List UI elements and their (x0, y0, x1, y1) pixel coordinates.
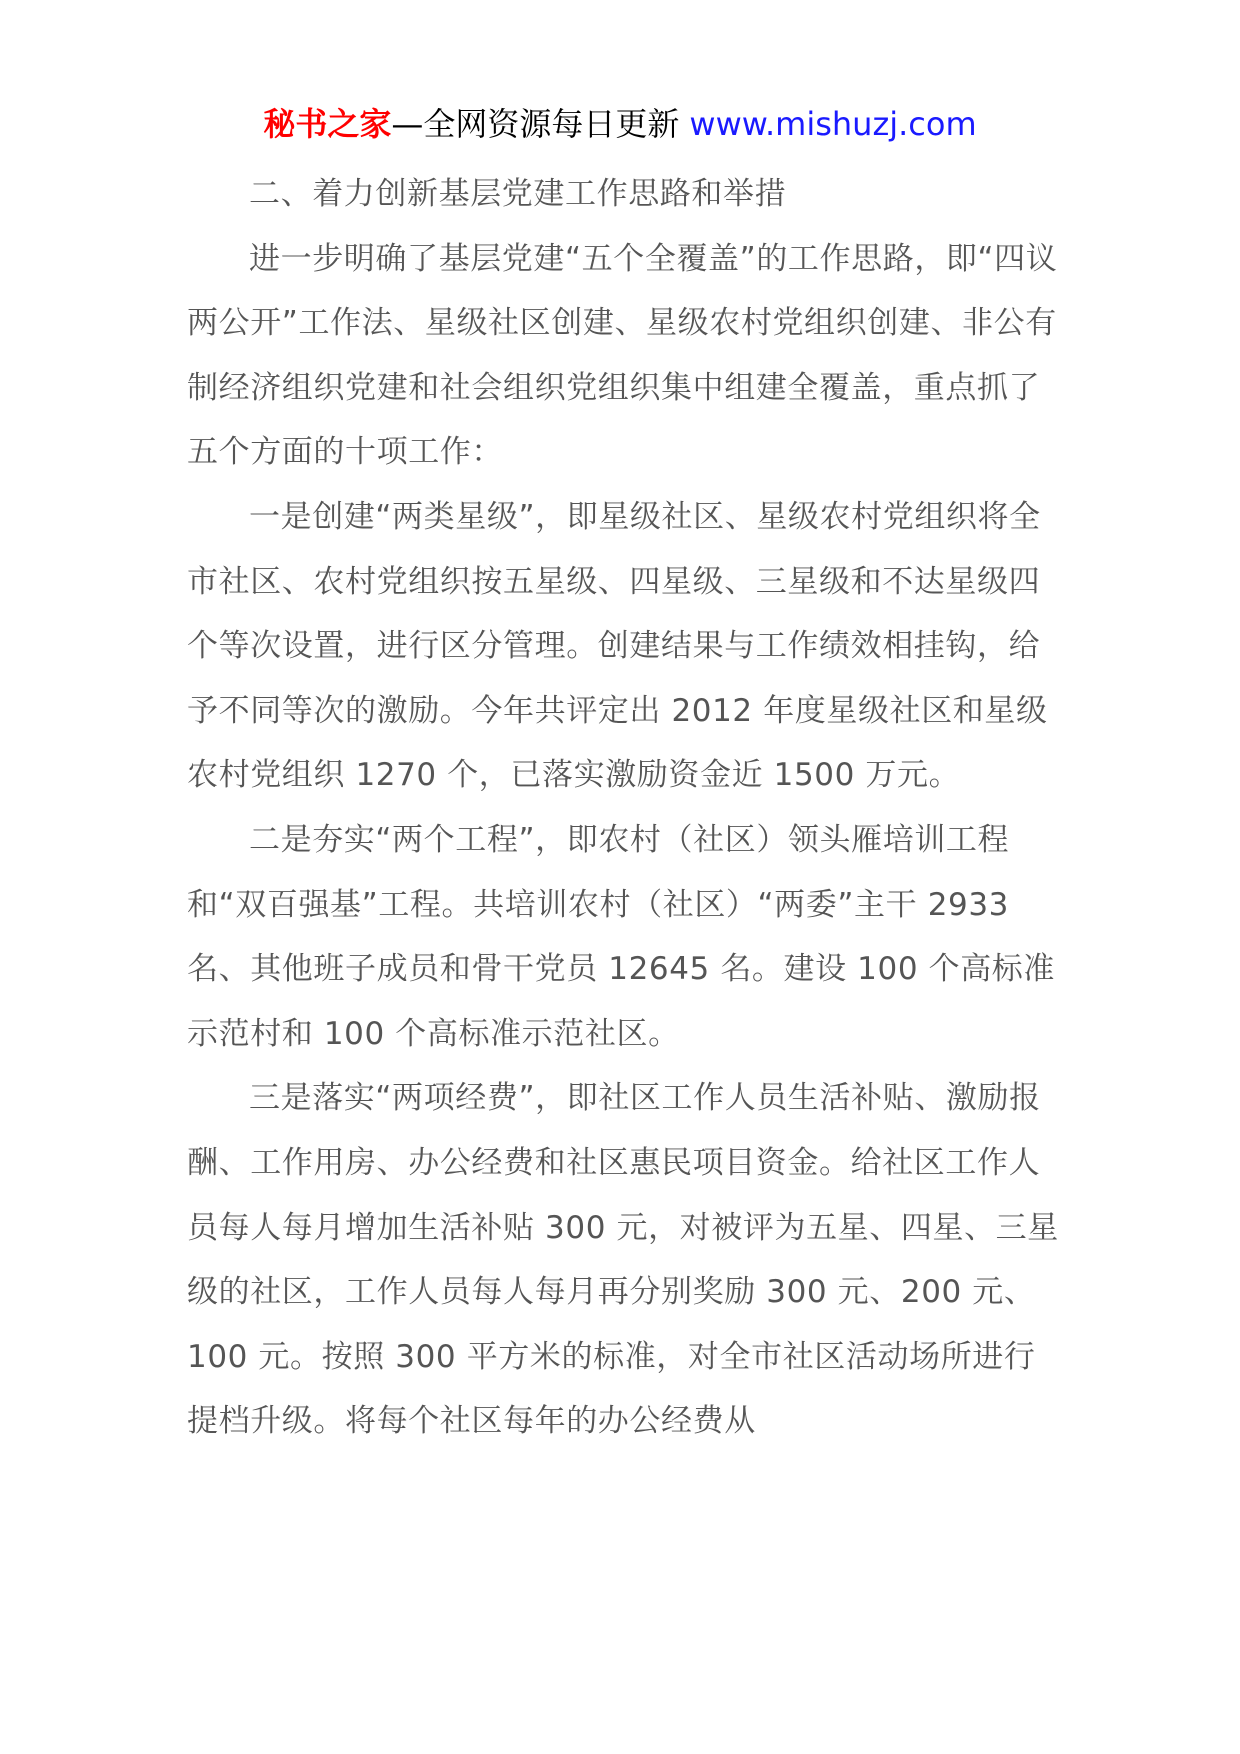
paragraph-two-projects: 二是夯实“两个工程”，即农村（社区）领头雁培训工程和“双百强基”工程。共培训农村（社区）“两委”主干 2933 名、其他班子成员和骨干党员 12645 名。建设 100 个高标准示范村和 100 个高标准示范社区。 (187, 821, 1055, 1052)
brand-name: 秘书之家 (263, 105, 392, 143)
document-body (187, 162, 1067, 1454)
paragraph-two-funds: 三是落实“两项经费”，即社区工作人员生活补贴、激励报酬、工作用房、办公经费和社区惠民项目资金。给社区工作人员每人每月增加生活补贴 300 元，对被评为五星、四星、三星级的社区，工作人员每人每月再分别奖励 300 元、200 元、100 元。按照 300 平方米的标准，对全市社区活动场所进行提档升级。将每个社区每年的办公经费从 (187, 1080, 1059, 1440)
paragraph-work-approach: 进一步明确了基层党建“五个全覆盖”的工作思路，即“四议两公开”工作法、星级社区创建、星级农村党组织创建、非公有制经济组织党建和社会组织党组织集中组建全覆盖，重点抓了五个方面的十项工作： (187, 240, 1058, 471)
site-url-link[interactable]: www.mishuzj.com (689, 105, 977, 143)
site-header (0, 98, 1240, 150)
paragraph-star-rating: 一是创建“两类星级”，即星级社区、星级农村党组织将全市社区、农村党组织按五星级、四星级、三星级和不达星级四个等次设置，进行区分管理。创建结果与工作绩效相挂钩，给予不同等次的激励。今年共评定出 2012 年度星级社区和星级农村党组织 1270 个，已落实激励资金近 1500 万元。 (187, 498, 1048, 794)
site-tagline: —全网资源每日更新 (391, 105, 680, 143)
section-heading: 二、着力创新基层党建工作思路和举措 (249, 176, 787, 212)
